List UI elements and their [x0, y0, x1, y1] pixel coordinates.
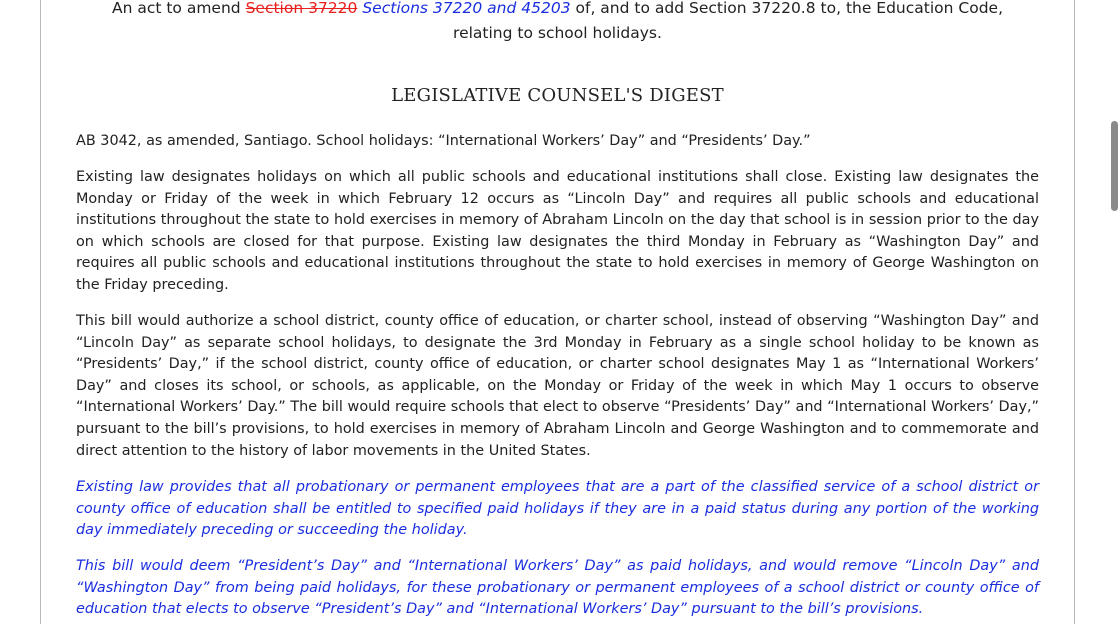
act-title	[41, 0, 1074, 46]
digest-heading: LEGISLATIVE COUNSEL'S DIGEST	[391, 85, 724, 106]
act-title-line2: relating to school holidays.	[453, 24, 662, 42]
digest-paragraph: This bill would authorize a school district, county office of education, or charter school, instead of observing “Washington Day” and “Lincoln Day” as separate school holidays, to designate the 3rd Monday in February as a single school holiday to be known as “Presidents’ Day,” if the school district, county office of education, or charter school designates May 1 as “International Workers’ Day” and closes its school, or schools, as applicable, on the Monday or Friday of the week in which May 1 occurs to observe “International Workers’ Day.” The bill would require schools that elect to observe “Presidents’ Day” and “International Workers’ Day,” pursuant to the bill’s provisions, to hold exercises in memory of Abraham Lincoln and George Washington and to commemorate and direct attention to the history of labor movements in the United States.	[76, 313, 1039, 459]
inserted-text: Sections 37220 and 45203	[362, 0, 571, 17]
digest-paragraph: Existing law designates holidays on which all public schools and educational institutions shall close. Existing law designates the Monday or Friday of the week in which February 12 occurs as “Lincoln Day” and requires all public schools and educational institutions throughout the state to hold exercises in memory of Abraham Lincoln on the day that school is in session prior to the day on which schools are closed for that purpose. Existing law designates the third Monday in February as “Washington Day” and requires all public schools and educational institutions throughout the state to hold exercises in memory of George Washington on the Friday preceding.	[76, 169, 1039, 293]
struck-text: Section 37220	[245, 0, 358, 17]
bill-summary: AB 3042, as amended, Santiago. School holidays: “International Workers’ Day” and “Presidents’ Day.”	[76, 133, 811, 149]
act-title-prefix: An act to amend	[111, 0, 241, 17]
amendment-paragraph: This bill would deem “President’s Day” and “International Workers’ Day” as paid holidays, and would remove “Lincoln Day” and “Washington Day” from being paid holidays, for these probationary or permanent employees of a school district or county office of education that elects to observe “President’s Day” and “International Workers’ Day” pursuant to the bill’s provisions.	[76, 558, 1039, 618]
scrollbar-thumb[interactable]	[1111, 121, 1118, 211]
act-title-suffix: of, and to add Section 37220.8 to, the Education Code,	[575, 0, 1004, 17]
document-page	[40, 0, 1075, 624]
amendment-paragraph: Existing law provides that all probationary or permanent employees that are a part of the classified service of a school district or county office of education shall be entitled to specified paid holidays if they are in a paid status during any portion of the working day immediately preceding or succeeding the holiday.	[76, 479, 1039, 539]
vertical-scrollbar[interactable]	[1108, 0, 1120, 624]
